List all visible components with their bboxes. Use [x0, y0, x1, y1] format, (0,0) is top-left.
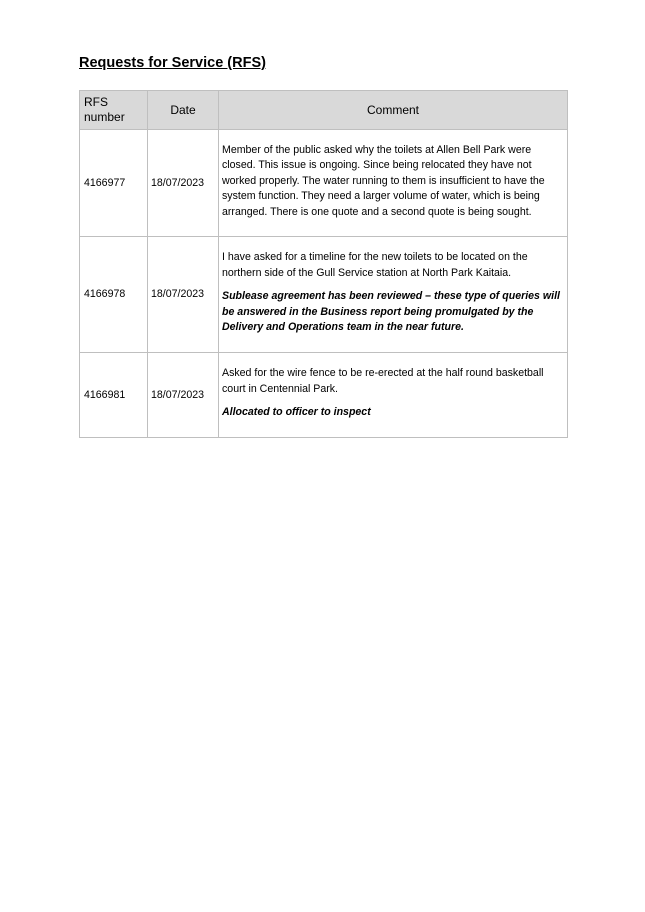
comment-cell: [219, 353, 568, 438]
table-row: [80, 130, 568, 237]
comment-text: Asked for the wire fence to be re-erected at the half round basketball court in Centennial Park.: [222, 367, 544, 395]
date-cell: 18/07/2023: [148, 237, 219, 353]
table-header-row: [80, 91, 568, 130]
table-row: [80, 237, 568, 353]
date-cell: 18/07/2023: [148, 130, 219, 237]
column-header-date: Date: [148, 91, 219, 130]
comment-text: Member of the public asked why the toilets at Allen Bell Park were closed. This issue is ongoing. Since being relocated they have not worked properly. The water running to them is insufficient to have the system function. They need a larger volume of water, which is being arranged. There is one quote and a second quote is being sought.: [222, 143, 545, 218]
rfs-number-cell: 4166977: [80, 130, 148, 237]
rfs-number-cell: 4166981: [80, 353, 148, 438]
comment-text: I have asked for a timeline for the new toilets to be located on the northern side of the Gull Service station at North Park Kaitaia.: [222, 251, 528, 279]
table-row: [80, 353, 568, 438]
comment-cell: [219, 237, 568, 353]
column-header-comment: Comment: [219, 91, 568, 130]
column-header-rfs-number: RFS number: [80, 91, 148, 130]
comment-note: Sublease agreement has been reviewed – these type of queries will be answered in the Business report being promulgated by the Delivery and Operations team in the near future.: [222, 290, 560, 334]
rfs-number-cell: 4166978: [80, 237, 148, 353]
comment-note: Allocated to officer to inspect: [222, 406, 371, 419]
page-title: Requests for Service (RFS): [79, 55, 266, 71]
table-header: [80, 91, 568, 130]
rfs-table: [79, 90, 568, 438]
comment-cell: [219, 130, 568, 237]
table-body: [80, 130, 568, 438]
date-cell: 18/07/2023: [148, 353, 219, 438]
